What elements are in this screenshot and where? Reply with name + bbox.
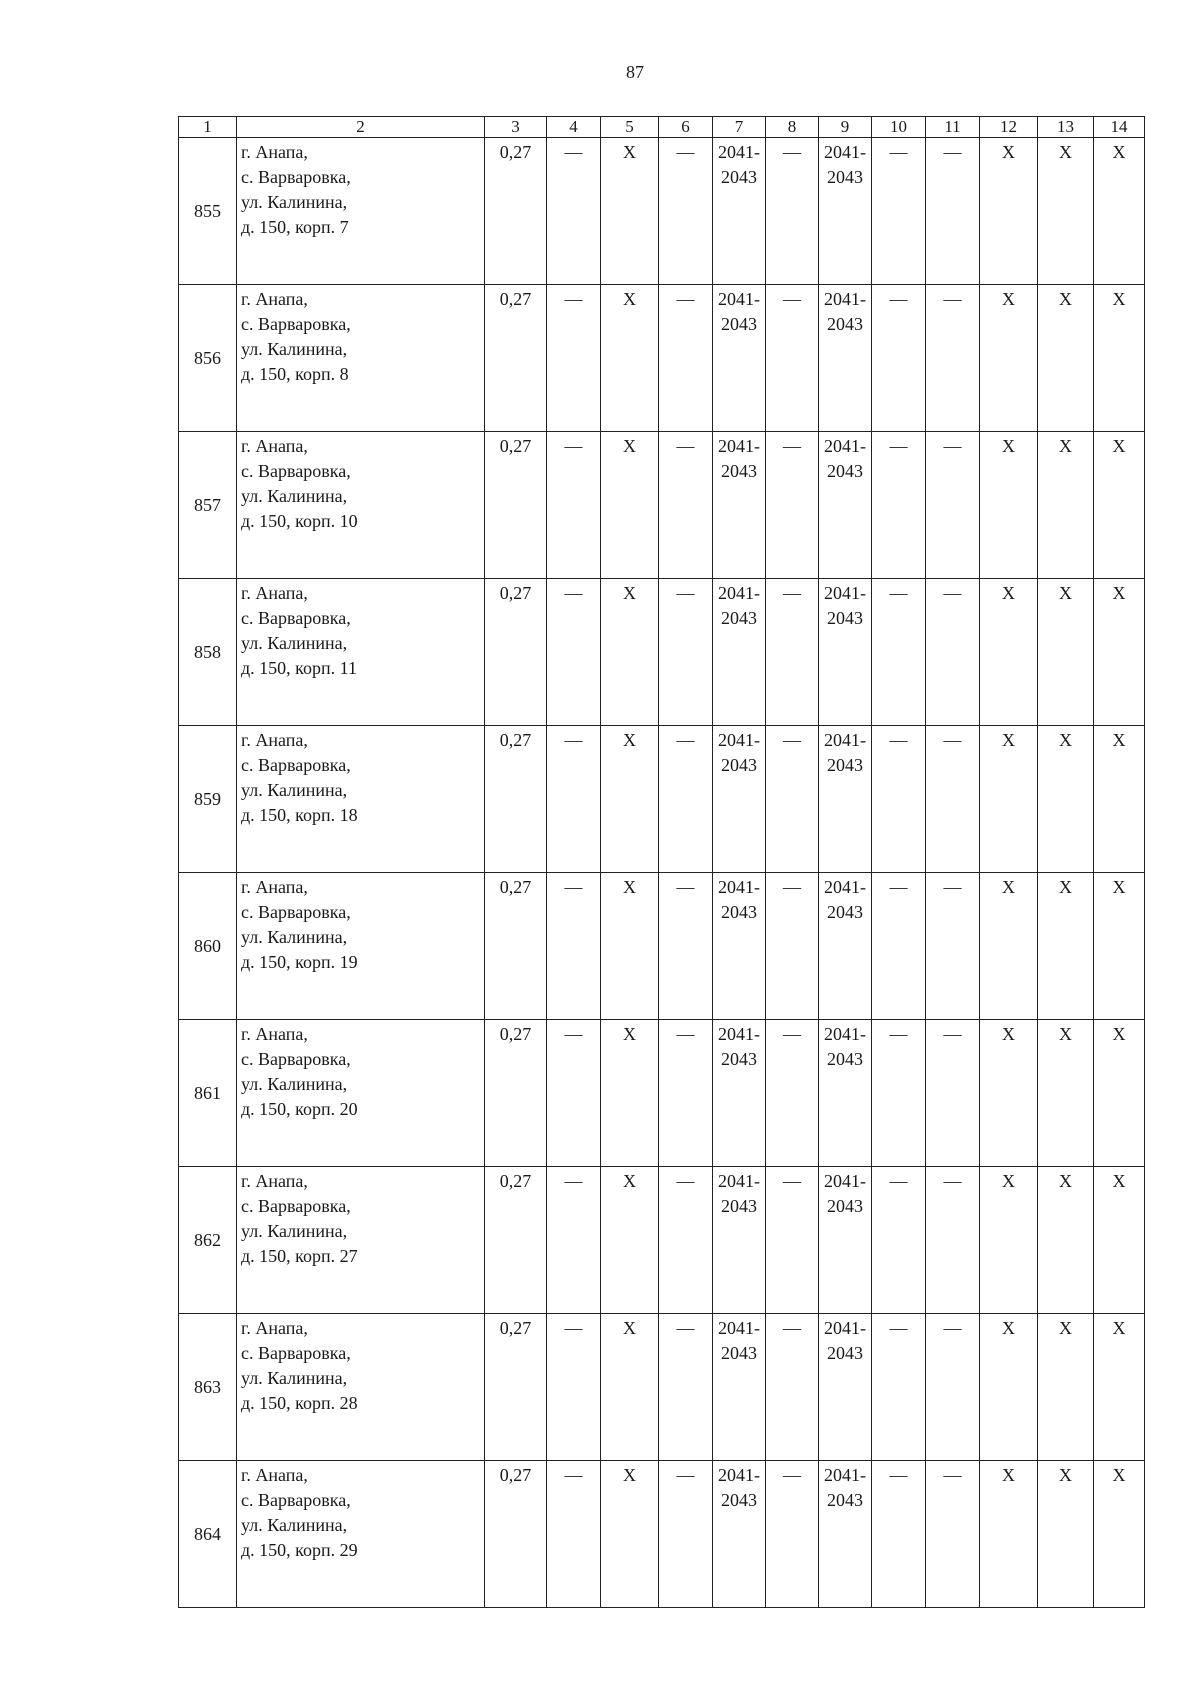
address-line: г. Анапа,: [241, 289, 308, 309]
year-range-line: 2043: [721, 1196, 757, 1216]
year-range-line: 2043: [721, 167, 757, 187]
year-range-cell-c9: [819, 1314, 872, 1461]
address-line: д. 150, корп. 8: [241, 364, 349, 384]
value-cell-c8: —: [766, 285, 819, 432]
value-cell-c6: —: [659, 579, 713, 726]
year-range-line: 2043: [827, 755, 863, 775]
value-cell-c6: —: [659, 138, 713, 285]
registry-table: [178, 116, 1145, 1608]
value-cell-c13: Х: [1038, 432, 1094, 579]
address-line: д. 150, корп. 7: [241, 217, 349, 237]
year-range-cell-c7: [713, 726, 766, 873]
value-cell-c11: —: [926, 285, 980, 432]
value-cell-c5: Х: [601, 285, 659, 432]
value-cell-c11: —: [926, 873, 980, 1020]
value-cell-c12: Х: [980, 1020, 1038, 1167]
value-cell-c6: —: [659, 726, 713, 873]
table-row: [179, 726, 1145, 873]
value-cell-c8: —: [766, 1020, 819, 1167]
column-header-6: 6: [659, 117, 713, 138]
address-line: д. 150, корп. 18: [241, 805, 358, 825]
address-line: ул. Калинина,: [241, 486, 348, 506]
address-line: г. Анапа,: [241, 1318, 308, 1338]
value-cell-c10: —: [872, 873, 926, 1020]
year-range-line: 2041-: [718, 289, 760, 309]
value-cell-c4: —: [547, 873, 601, 1020]
value-cell-c10: —: [872, 1314, 926, 1461]
year-range-line: 2043: [827, 1490, 863, 1510]
value-cell-c8: —: [766, 432, 819, 579]
value-cell-c12: Х: [980, 1167, 1038, 1314]
value-cell-c14: Х: [1094, 1020, 1145, 1167]
value-cell-c10: —: [872, 1167, 926, 1314]
address-line: с. Варваровка,: [241, 1196, 351, 1216]
value-cell-c12: Х: [980, 1314, 1038, 1461]
address-line: д. 150, корп. 19: [241, 952, 358, 972]
year-range-line: 2043: [721, 461, 757, 481]
value-cell-c3: 0,27: [485, 1314, 547, 1461]
address-cell: [237, 138, 485, 285]
year-range-line: 2041-: [824, 1465, 866, 1485]
column-header-12: 12: [980, 117, 1038, 138]
year-range-line: 2043: [827, 1196, 863, 1216]
value-cell-c4: —: [547, 1020, 601, 1167]
table-row: [179, 1314, 1145, 1461]
year-range-line: 2041-: [718, 436, 760, 456]
address-line: г. Анапа,: [241, 1024, 308, 1044]
year-range-line: 2043: [721, 1490, 757, 1510]
value-cell-c6: —: [659, 432, 713, 579]
address-line: с. Варваровка,: [241, 314, 351, 334]
year-range-line: 2041-: [824, 877, 866, 897]
year-range-cell-c7: [713, 1020, 766, 1167]
address-line: с. Варваровка,: [241, 461, 351, 481]
value-cell-c14: Х: [1094, 726, 1145, 873]
year-range-line: 2043: [721, 1049, 757, 1069]
year-range-cell-c9: [819, 579, 872, 726]
column-header-3: 3: [485, 117, 547, 138]
table-row: [179, 285, 1145, 432]
year-range-line: 2043: [827, 167, 863, 187]
address-line: ул. Калинина,: [241, 780, 348, 800]
value-cell-c5: Х: [601, 1461, 659, 1608]
value-cell-c5: Х: [601, 432, 659, 579]
value-cell-c4: —: [547, 285, 601, 432]
value-cell-c3: 0,27: [485, 138, 547, 285]
row-number-cell: 863: [179, 1314, 237, 1461]
value-cell-c14: Х: [1094, 579, 1145, 726]
year-range-line: 2043: [827, 1343, 863, 1363]
value-cell-c11: —: [926, 726, 980, 873]
year-range-line: 2041-: [824, 1171, 866, 1191]
address-line: ул. Калинина,: [241, 339, 348, 359]
value-cell-c5: Х: [601, 726, 659, 873]
address-line: с. Варваровка,: [241, 167, 351, 187]
row-number-cell: 860: [179, 873, 237, 1020]
value-cell-c6: —: [659, 1020, 713, 1167]
year-range-line: 2041-: [718, 1024, 760, 1044]
year-range-cell-c7: [713, 1461, 766, 1608]
row-number-cell: 856: [179, 285, 237, 432]
address-line: д. 150, корп. 27: [241, 1246, 358, 1266]
address-line: ул. Калинина,: [241, 927, 348, 947]
year-range-cell-c9: [819, 1461, 872, 1608]
value-cell-c6: —: [659, 873, 713, 1020]
address-cell: [237, 1020, 485, 1167]
value-cell-c13: Х: [1038, 285, 1094, 432]
value-cell-c12: Х: [980, 138, 1038, 285]
row-number-cell: 862: [179, 1167, 237, 1314]
address-line: д. 150, корп. 20: [241, 1099, 358, 1119]
year-range-line: 2043: [721, 608, 757, 628]
value-cell-c14: Х: [1094, 1461, 1145, 1608]
year-range-cell-c7: [713, 138, 766, 285]
year-range-line: 2043: [827, 1049, 863, 1069]
value-cell-c5: Х: [601, 873, 659, 1020]
value-cell-c13: Х: [1038, 1461, 1094, 1608]
address-cell: [237, 579, 485, 726]
value-cell-c5: Х: [601, 1167, 659, 1314]
column-header-7: 7: [713, 117, 766, 138]
year-range-line: 2041-: [718, 142, 760, 162]
column-header-14: 14: [1094, 117, 1145, 138]
value-cell-c10: —: [872, 579, 926, 726]
year-range-line: 2041-: [718, 583, 760, 603]
address-line: с. Варваровка,: [241, 1490, 351, 1510]
address-cell: [237, 1167, 485, 1314]
address-line: с. Варваровка,: [241, 608, 351, 628]
column-header-1: 1: [179, 117, 237, 138]
row-number-cell: 857: [179, 432, 237, 579]
value-cell-c13: Х: [1038, 1314, 1094, 1461]
year-range-line: 2043: [721, 902, 757, 922]
value-cell-c6: —: [659, 1167, 713, 1314]
column-header-4: 4: [547, 117, 601, 138]
value-cell-c8: —: [766, 138, 819, 285]
address-line: г. Анапа,: [241, 583, 308, 603]
address-cell: [237, 1314, 485, 1461]
value-cell-c8: —: [766, 579, 819, 726]
year-range-line: 2041-: [824, 583, 866, 603]
value-cell-c10: —: [872, 285, 926, 432]
address-cell: [237, 432, 485, 579]
column-header-11: 11: [926, 117, 980, 138]
value-cell-c4: —: [547, 138, 601, 285]
table-row: [179, 138, 1145, 285]
year-range-line: 2043: [721, 1343, 757, 1363]
value-cell-c12: Х: [980, 285, 1038, 432]
value-cell-c3: 0,27: [485, 285, 547, 432]
address-line: г. Анапа,: [241, 142, 308, 162]
year-range-line: 2041-: [718, 1171, 760, 1191]
table-body: [179, 117, 1145, 1608]
year-range-cell-c7: [713, 285, 766, 432]
value-cell-c3: 0,27: [485, 726, 547, 873]
value-cell-c10: —: [872, 432, 926, 579]
value-cell-c8: —: [766, 726, 819, 873]
year-range-cell-c9: [819, 1020, 872, 1167]
value-cell-c8: —: [766, 1314, 819, 1461]
value-cell-c13: Х: [1038, 1020, 1094, 1167]
value-cell-c4: —: [547, 1461, 601, 1608]
year-range-line: 2043: [827, 902, 863, 922]
address-line: ул. Калинина,: [241, 1221, 348, 1241]
value-cell-c4: —: [547, 726, 601, 873]
value-cell-c14: Х: [1094, 873, 1145, 1020]
value-cell-c3: 0,27: [485, 579, 547, 726]
value-cell-c4: —: [547, 1314, 601, 1461]
value-cell-c13: Х: [1038, 726, 1094, 873]
table-row: [179, 432, 1145, 579]
value-cell-c13: Х: [1038, 873, 1094, 1020]
year-range-line: 2041-: [718, 1465, 760, 1485]
column-header-9: 9: [819, 117, 872, 138]
year-range-cell-c7: [713, 1314, 766, 1461]
value-cell-c3: 0,27: [485, 1167, 547, 1314]
value-cell-c10: —: [872, 138, 926, 285]
value-cell-c12: Х: [980, 873, 1038, 1020]
year-range-line: 2043: [827, 608, 863, 628]
year-range-line: 2043: [827, 314, 863, 334]
value-cell-c8: —: [766, 1461, 819, 1608]
year-range-line: 2041-: [824, 436, 866, 456]
column-header-2: 2: [237, 117, 485, 138]
value-cell-c3: 0,27: [485, 432, 547, 579]
address-cell: [237, 1461, 485, 1608]
year-range-line: 2041-: [824, 1024, 866, 1044]
value-cell-c5: Х: [601, 138, 659, 285]
address-line: с. Варваровка,: [241, 1049, 351, 1069]
column-header-10: 10: [872, 117, 926, 138]
year-range-line: 2041-: [824, 142, 866, 162]
year-range-line: 2041-: [718, 877, 760, 897]
column-header-8: 8: [766, 117, 819, 138]
value-cell-c6: —: [659, 1461, 713, 1608]
address-cell: [237, 285, 485, 432]
value-cell-c5: Х: [601, 579, 659, 726]
address-line: с. Варваровка,: [241, 755, 351, 775]
address-line: д. 150, корп. 29: [241, 1540, 358, 1560]
address-line: г. Анапа,: [241, 1171, 308, 1191]
year-range-cell-c9: [819, 873, 872, 1020]
value-cell-c6: —: [659, 285, 713, 432]
address-line: д. 150, корп. 10: [241, 511, 358, 531]
year-range-cell-c9: [819, 1167, 872, 1314]
header-row: [179, 117, 1145, 138]
value-cell-c12: Х: [980, 579, 1038, 726]
address-line: ул. Калинина,: [241, 1074, 348, 1094]
address-line: ул. Калинина,: [241, 192, 348, 212]
value-cell-c13: Х: [1038, 1167, 1094, 1314]
value-cell-c4: —: [547, 579, 601, 726]
address-line: с. Варваровка,: [241, 902, 351, 922]
column-header-5: 5: [601, 117, 659, 138]
address-line: г. Анапа,: [241, 1465, 308, 1485]
year-range-line: 2041-: [824, 730, 866, 750]
value-cell-c12: Х: [980, 1461, 1038, 1608]
year-range-line: 2043: [721, 314, 757, 334]
value-cell-c3: 0,27: [485, 1461, 547, 1608]
address-line: г. Анапа,: [241, 877, 308, 897]
value-cell-c10: —: [872, 1020, 926, 1167]
value-cell-c11: —: [926, 432, 980, 579]
year-range-line: 2043: [721, 755, 757, 775]
address-cell: [237, 726, 485, 873]
year-range-line: 2043: [827, 461, 863, 481]
year-range-cell-c9: [819, 432, 872, 579]
value-cell-c11: —: [926, 579, 980, 726]
value-cell-c5: Х: [601, 1314, 659, 1461]
row-number-cell: 861: [179, 1020, 237, 1167]
value-cell-c8: —: [766, 873, 819, 1020]
value-cell-c6: —: [659, 1314, 713, 1461]
value-cell-c11: —: [926, 1314, 980, 1461]
value-cell-c13: Х: [1038, 138, 1094, 285]
address-line: г. Анапа,: [241, 730, 308, 750]
table-row: [179, 1167, 1145, 1314]
address-line: ул. Калинина,: [241, 633, 348, 653]
table-row: [179, 1461, 1145, 1608]
value-cell-c12: Х: [980, 432, 1038, 579]
address-cell: [237, 873, 485, 1020]
value-cell-c12: Х: [980, 726, 1038, 873]
table-row: [179, 1020, 1145, 1167]
year-range-line: 2041-: [824, 1318, 866, 1338]
address-line: ул. Калинина,: [241, 1368, 348, 1388]
value-cell-c5: Х: [601, 1020, 659, 1167]
page-number: 87: [626, 62, 644, 82]
value-cell-c8: —: [766, 1167, 819, 1314]
year-range-line: 2041-: [718, 730, 760, 750]
year-range-line: 2041-: [824, 289, 866, 309]
value-cell-c14: Х: [1094, 1167, 1145, 1314]
value-cell-c11: —: [926, 138, 980, 285]
value-cell-c3: 0,27: [485, 873, 547, 1020]
value-cell-c4: —: [547, 1167, 601, 1314]
row-number-cell: 858: [179, 579, 237, 726]
value-cell-c11: —: [926, 1020, 980, 1167]
value-cell-c4: —: [547, 432, 601, 579]
year-range-cell-c9: [819, 138, 872, 285]
row-number-cell: 864: [179, 1461, 237, 1608]
value-cell-c14: Х: [1094, 432, 1145, 579]
address-line: с. Варваровка,: [241, 1343, 351, 1363]
address-line: д. 150, корп. 11: [241, 658, 357, 678]
address-line: д. 150, корп. 28: [241, 1393, 358, 1413]
column-header-13: 13: [1038, 117, 1094, 138]
year-range-cell-c7: [713, 579, 766, 726]
table-row: [179, 579, 1145, 726]
year-range-cell-c7: [713, 432, 766, 579]
value-cell-c11: —: [926, 1167, 980, 1314]
year-range-cell-c9: [819, 285, 872, 432]
year-range-cell-c7: [713, 1167, 766, 1314]
value-cell-c3: 0,27: [485, 1020, 547, 1167]
value-cell-c10: —: [872, 1461, 926, 1608]
row-number-cell: 859: [179, 726, 237, 873]
value-cell-c13: Х: [1038, 579, 1094, 726]
table-row: [179, 873, 1145, 1020]
row-number-cell: 855: [179, 138, 237, 285]
value-cell-c14: Х: [1094, 1314, 1145, 1461]
value-cell-c10: —: [872, 726, 926, 873]
year-range-cell-c7: [713, 873, 766, 1020]
value-cell-c14: Х: [1094, 285, 1145, 432]
year-range-cell-c9: [819, 726, 872, 873]
address-line: ул. Калинина,: [241, 1515, 348, 1535]
year-range-line: 2041-: [718, 1318, 760, 1338]
value-cell-c14: Х: [1094, 138, 1145, 285]
value-cell-c11: —: [926, 1461, 980, 1608]
address-line: г. Анапа,: [241, 436, 308, 456]
